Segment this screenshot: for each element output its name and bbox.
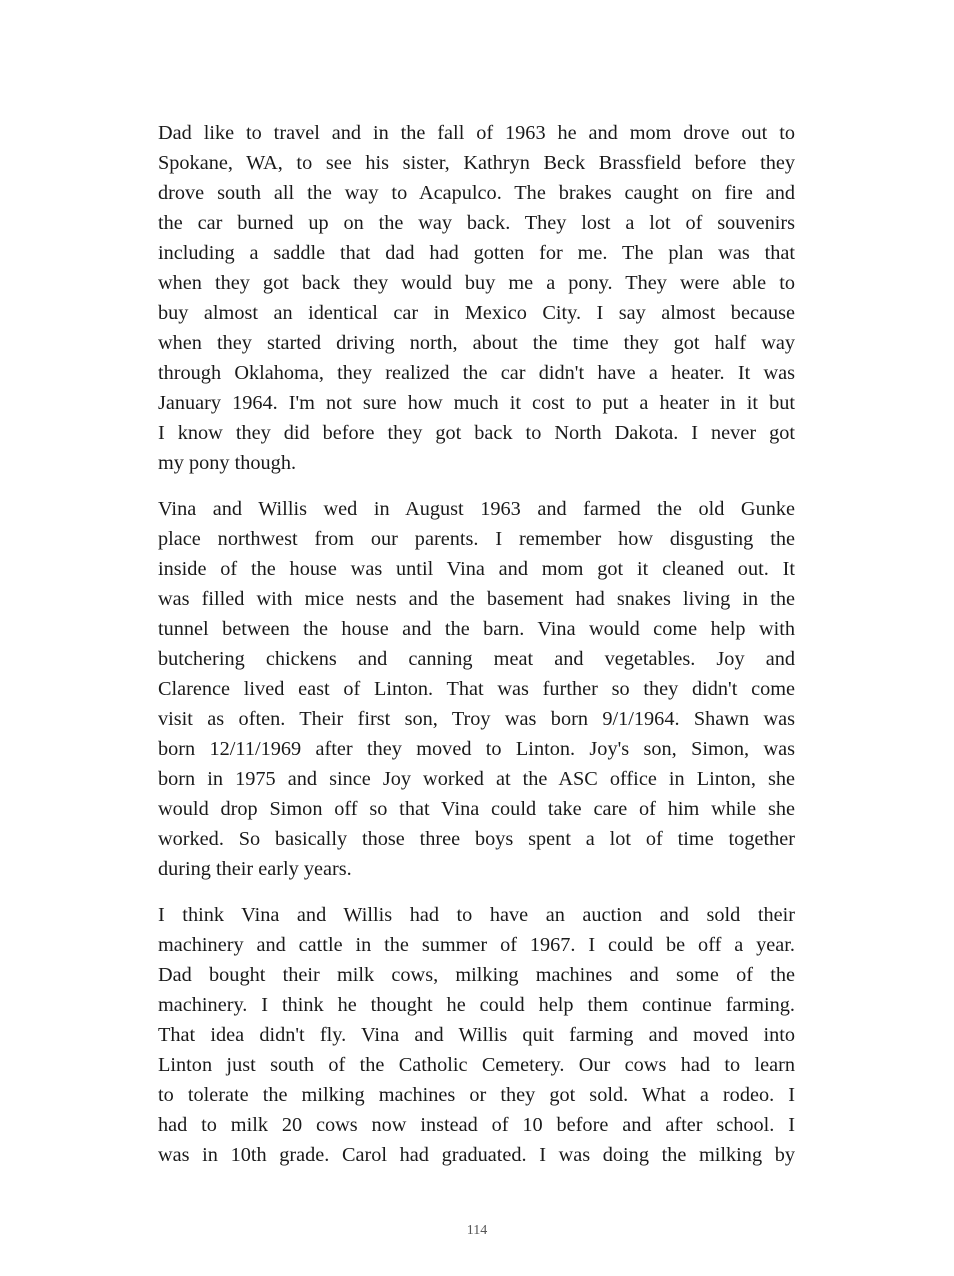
text-line: during their early years.	[158, 858, 352, 880]
paragraph-3	[158, 900, 795, 1170]
text-line: butchering chickens and canning meat and vegetables. Joy and	[158, 648, 795, 670]
text-line: machinery and cattle in the summer of 1967. I could be off a year.	[158, 934, 795, 956]
text-line: tunnel between the house and the barn. Vina would come help with	[158, 618, 795, 640]
text-line: the car burned up on the way back. They lost a lot of souvenirs	[158, 212, 795, 234]
text-line: born 12/11/1969 after they moved to Linton. Joy's son, Simon, was	[158, 738, 795, 760]
text-line: I know they did before they got back to North Dakota. I never got	[158, 422, 795, 444]
text-line: would drop Simon off so that Vina could take care of him while she	[158, 798, 795, 820]
page-number: 114	[466, 1223, 488, 1238]
text-line: including a saddle that dad had gotten for me. The plan was that	[158, 242, 795, 264]
text-line: Spokane, WA, to see his sister, Kathryn Beck Brassfield before they	[158, 152, 795, 174]
text-line: inside of the house was until Vina and mom got it cleaned out. It	[158, 558, 795, 580]
paragraph-2	[158, 494, 795, 884]
text-line: when they started driving north, about the time they got half way	[158, 332, 795, 354]
text-line: Vina and Willis wed in August 1963 and farmed the old Gunke	[158, 498, 795, 520]
text-line: through Oklahoma, they realized the car didn't have a heater. It was	[158, 362, 795, 384]
text-line: worked. So basically those three boys spent a lot of time together	[158, 828, 795, 850]
text-line: Dad like to travel and in the fall of 1963 he and mom drove out to	[158, 122, 795, 144]
text-line: was filled with mice nests and the basement had snakes living in the	[158, 588, 795, 610]
text-line: That idea didn't fly. Vina and Willis quit farming and moved into	[158, 1024, 795, 1046]
text-line: to tolerate the milking machines or they got sold. What a rodeo. I	[158, 1084, 795, 1106]
text-line: drove south all the way to Acapulco. The brakes caught on fire and	[158, 182, 795, 204]
text-line: I think Vina and Willis had to have an auction and sold their	[158, 904, 795, 926]
text-line: had to milk 20 cows now instead of 10 before and after school. I	[158, 1114, 795, 1136]
text-line: visit as often. Their first son, Troy was born 9/1/1964. Shawn was	[158, 708, 795, 730]
text-line: buy almost an identical car in Mexico City. I say almost because	[158, 302, 795, 324]
text-line: Clarence lived east of Linton. That was further so they didn't come	[158, 678, 795, 700]
text-line: place northwest from our parents. I remember how disgusting the	[158, 528, 795, 550]
paragraph-1	[158, 118, 795, 478]
text-line: born in 1975 and since Joy worked at the ASC office in Linton, she	[158, 768, 795, 790]
text-line: January 1964. I'm not sure how much it cost to put a heater in it but	[158, 392, 795, 414]
page-body	[158, 118, 795, 1186]
text-line: when they got back they would buy me a pony. They were able to	[158, 272, 795, 294]
text-line: Dad bought their milk cows, milking machines and some of the	[158, 964, 795, 986]
text-line: Linton just south of the Catholic Cemetery. Our cows had to learn	[158, 1054, 795, 1076]
text-line: was in 10th grade. Carol had graduated. I was doing the milking by	[158, 1144, 795, 1166]
text-line: my pony though.	[158, 452, 297, 474]
text-line: machinery. I think he thought he could help them continue farming.	[158, 994, 795, 1016]
